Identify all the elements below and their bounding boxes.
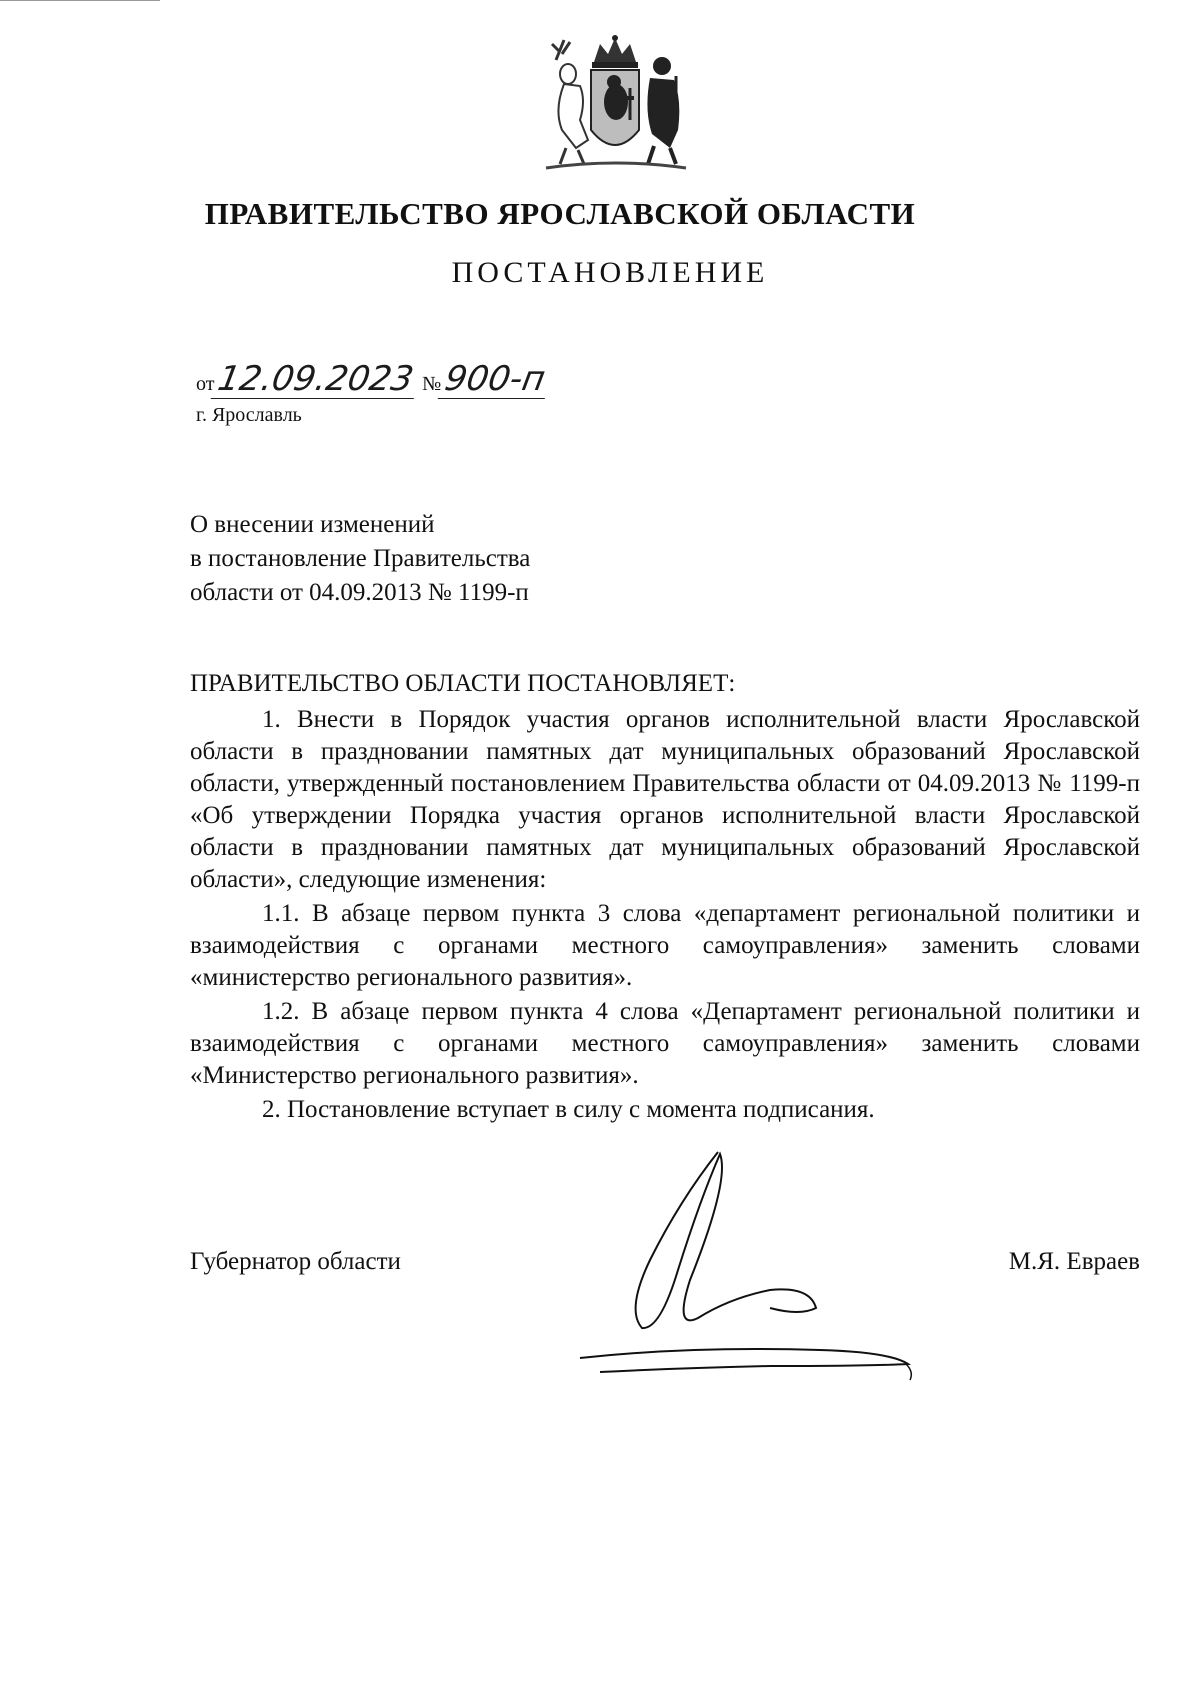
date-prefix: от <box>196 373 215 395</box>
subject-line: О внесении изменений <box>190 511 435 538</box>
subject-line: в постановление Правительства <box>190 545 531 572</box>
handwritten-signature <box>570 1140 950 1390</box>
handwritten-number: 900-п <box>438 362 552 399</box>
document-type: ПОСТАНОВЛЕНИЕ <box>451 256 769 289</box>
subject-line: области от 04.09.2013 № 1199-п <box>190 579 529 606</box>
preamble: ПРАВИТЕЛЬСТВО ОБЛАСТИ ПОСТАНОВЛЯЕТ: <box>190 670 736 697</box>
scan-edge-line <box>0 0 160 1</box>
paragraph: 2. Постановление вступает в силу с момента подписания. <box>262 1096 875 1123</box>
paragraph: 1.1. В абзаце первом пункта 3 слова «департамент региональной политики и взаимодействия с органами местного самоуправления» заменить словами «министерство регионального развития». <box>190 900 1140 991</box>
city: г. Ярославль <box>196 404 302 426</box>
coat-of-arms-icon <box>536 30 694 176</box>
organization-title: ПРАВИТЕЛЬСТВО ЯРОСЛАВСКОЙ ОБЛАСТИ <box>204 196 916 231</box>
registration-line <box>196 359 549 399</box>
signatory-name: М.Я. Евраев <box>1008 1248 1140 1275</box>
signatory-position: Губернатор области <box>190 1248 401 1275</box>
document-body <box>190 668 1140 1128</box>
document-subject <box>190 508 530 610</box>
paragraph: 1. Внести в Порядок участия органов исполнительной власти Ярославской области в праздновании памятных дат муниципальных образований Ярославской области, утвержденный постановлением Правительства области от 04.09.2013 № 1199-п «Об утверждении Порядка участия органов исполнительной власти Ярославской области в праздновании памятных дат муниципальных образований Ярославской области», следующие изменения: <box>190 706 1140 893</box>
number-prefix: № <box>422 373 442 395</box>
handwritten-date: 12.09.2023 <box>211 362 420 399</box>
paragraph: 1.2. В абзаце первом пункта 4 слова «Департамент региональной политики и взаимодействия с органами местного самоуправления» заменить словами «Министерство регионального развития». <box>190 998 1140 1089</box>
